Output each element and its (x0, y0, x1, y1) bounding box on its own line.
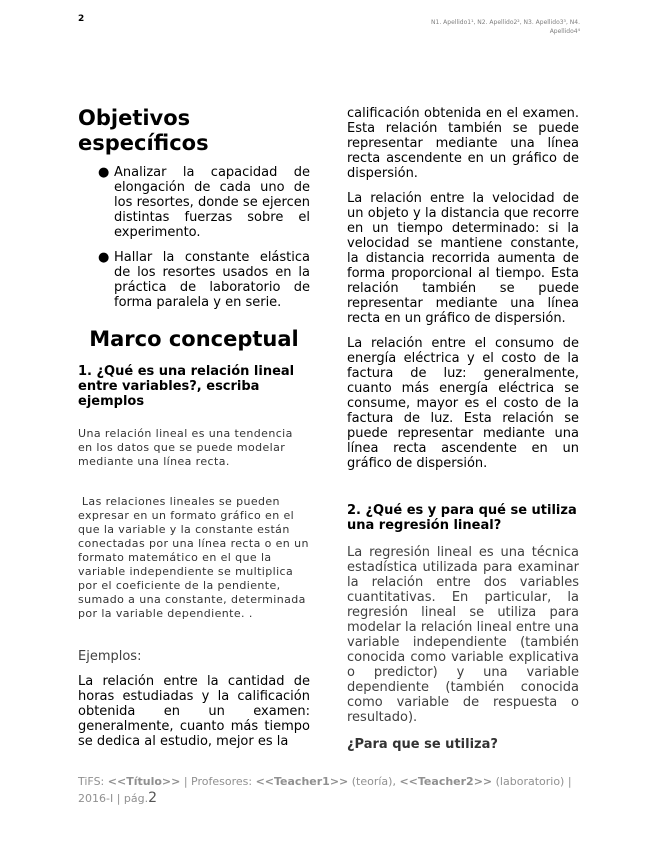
example-paragraph: La relación entre el consumo de energía eléctrica y el costo de la factura de luz: generalmente, cuanto más energía eléctrica se consume, mayor es el costo de la factura de luz. Esta relación se puede representar mediante una línea recta ascendente en un gráfico de dispersión. (347, 336, 579, 471)
objetivo-text: Analizar la capacidad de elongación de cada uno de los resortes, donde se ejercen distintas fuerzas sobre el experimento. (114, 165, 310, 240)
footer-page-number: 2 (148, 790, 158, 806)
question-3: ¿Para que se utiliza? (347, 737, 498, 752)
right-column (347, 106, 579, 752)
footer-tifs: TiFS: (78, 775, 108, 788)
left-column (78, 106, 313, 749)
definition-paragraph: Las relaciones lineales se pueden expresar en un formato gráfico en el que la variable y la constante están conectadas por una línea recta o en un formato matemático en el que la variable independiente se multiplica por el coeficiente de la pendiente, sumado a una constante, determinada por la variable dependiente. . (78, 495, 313, 620)
footer-titulo: <<Título>> (107, 775, 181, 788)
footer-lab: (laboratorio) | 2016-I | pág. (78, 775, 572, 805)
question-2: 2. ¿Qué es y para qué se utiliza una regresión lineal? (347, 503, 577, 533)
objetivos-title: Objetivos específicos (78, 106, 209, 155)
example-paragraph: La relación entre la cantidad de horas estudiadas y la calificación obtenida en un examen: generalmente, cuanto más tiempo se dedica al estudio, mejor es la (78, 674, 310, 749)
bullet-icon: ● (98, 165, 110, 180)
bullet-icon: ● (98, 250, 110, 265)
example-paragraph: calificación obtenida en el examen. Esta relación también se puede representar mediante una línea recta ascendente en un gráfico de dispersión. (347, 106, 579, 181)
example-paragraph: La relación entre la velocidad de un objeto y la distancia que recorre en un tiempo determinado: si la velocidad se mantiene constante, la distancia recorrida aumenta de forma proporcional al tiempo. Esta relación también se puede representar mediante una línea recta en un gráfico de dispersión. (347, 191, 579, 326)
objetivos-list (78, 165, 310, 310)
page-number: 2 (78, 14, 85, 24)
author-list: N1. Apellido1¹, N2. Apellido2², N3. Apellido3³, N4. Apellido4⁴ (431, 19, 580, 35)
page-footer (78, 774, 598, 807)
footer-teacher2: <<Teacher2>> (399, 775, 493, 788)
list-item (78, 250, 310, 310)
footer-teoria: (teoría), (348, 775, 400, 788)
question-1: 1. ¿Qué es una relación lineal entre variables?, escriba ejemplos (78, 364, 295, 409)
footer-profesores: | Profesores: (180, 775, 256, 788)
marco-title: Marco conceptual (89, 327, 299, 351)
footer-teacher1: <<Teacher1>> (255, 775, 349, 788)
definition-paragraph: Una relación lineal es una tendencia en los datos que se puede modelar mediante una línea recta. (78, 427, 293, 468)
list-item (78, 165, 310, 240)
objetivo-text: Hallar la constante elástica de los resortes usados en la práctica de laboratorio de forma paralela y en serie. (114, 250, 310, 310)
regresion-paragraph: La regresión lineal es una técnica estadística utilizada para examinar la relación entre dos variables cuantitativas. En particular, la regresión lineal se utiliza para modelar la relación lineal entre una variable independiente (también conocida como variable explicativa o predictor) y una variable dependiente (también conocida como variable de respuesta o resultado). (347, 545, 579, 725)
ejemplos-label: Ejemplos: (78, 649, 142, 664)
